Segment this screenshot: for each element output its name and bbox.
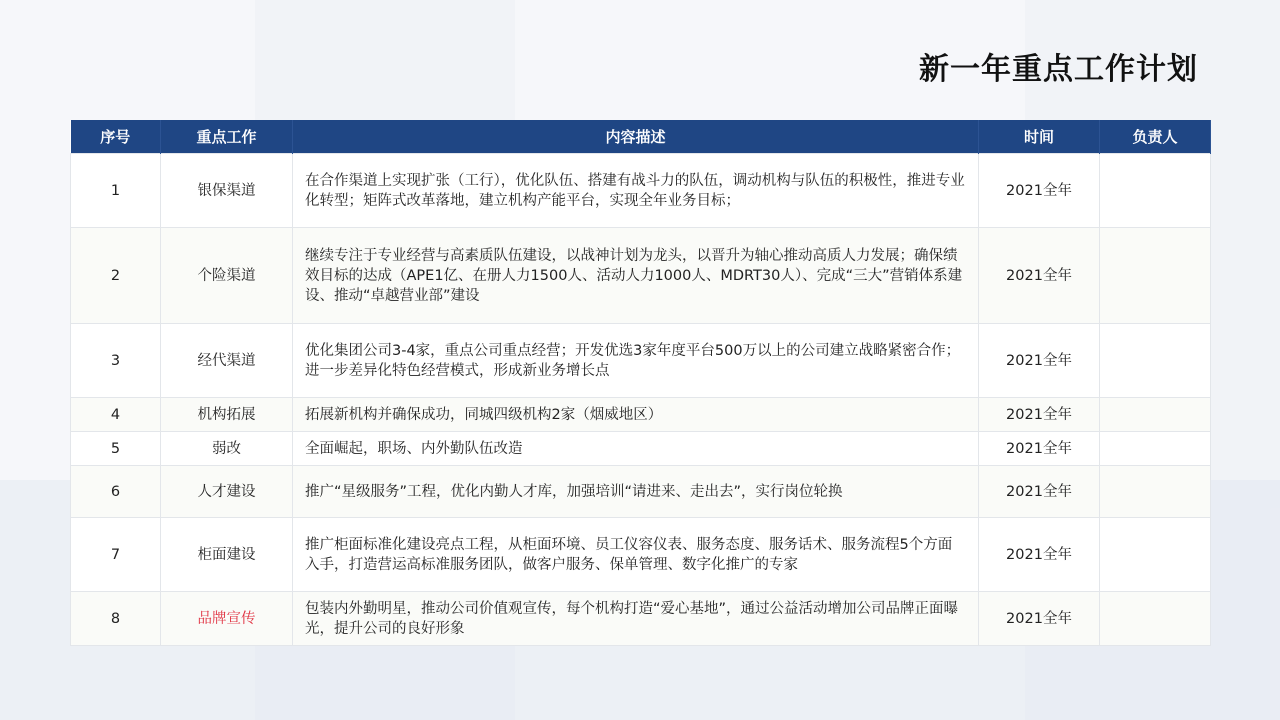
cell-time: 2021全年: [979, 466, 1100, 518]
cell-no: 4: [71, 398, 161, 432]
header-work: 重点工作: [161, 120, 293, 154]
cell-desc: 推广柜面标准化建设亮点工程，从柜面环境、员工仪容仪表、服务态度、服务话术、服务流程5个方面入手，打造营运高标准服务团队，做客户服务、保单管理、数字化推广的专家: [293, 518, 979, 592]
header-owner: 负责人: [1100, 120, 1211, 154]
cell-work: 银保渠道: [161, 154, 293, 228]
table-row: [71, 154, 1211, 228]
cell-owner: [1100, 324, 1211, 398]
table-row: [71, 432, 1211, 466]
cell-desc: 继续专注于专业经营与高素质队伍建设，以战神计划为龙头，以晋升为轴心推动高质人力发展；确保绩效目标的达成（APE1亿、在册人力1500人、活动人力1000人、MDRT30人）、完成“三大”营销体系建设、推动“卓越营业部”建设: [293, 228, 979, 324]
table-row: [71, 592, 1211, 646]
cell-time: 2021全年: [979, 154, 1100, 228]
cell-owner: [1100, 518, 1211, 592]
cell-desc: 推广“星级服务”工程，优化内勤人才库，加强培训“请进来、走出去”，实行岗位轮换: [293, 466, 979, 518]
header-desc: 内容描述: [293, 120, 979, 154]
cell-owner: [1100, 592, 1211, 646]
cell-time: 2021全年: [979, 228, 1100, 324]
cell-no: 2: [71, 228, 161, 324]
table-row: [71, 324, 1211, 398]
cell-owner: [1100, 228, 1211, 324]
cell-desc: 拓展新机构并确保成功，同城四级机构2家（烟威地区）: [293, 398, 979, 432]
cell-time: 2021全年: [979, 324, 1100, 398]
cell-no: 3: [71, 324, 161, 398]
cell-time: 2021全年: [979, 518, 1100, 592]
header-no: 序号: [71, 120, 161, 154]
cell-owner: [1100, 432, 1211, 466]
cell-desc: 包装内外勤明星，推动公司价值观宣传，每个机构打造“爱心基地”，通过公益活动增加公司品牌正面曝光，提升公司的良好形象: [293, 592, 979, 646]
cell-work: 人才建设: [161, 466, 293, 518]
cell-work: 个险渠道: [161, 228, 293, 324]
cell-work: 品牌宣传: [161, 592, 293, 646]
cell-no: 6: [71, 466, 161, 518]
cell-no: 7: [71, 518, 161, 592]
table-row: [71, 228, 1211, 324]
cell-owner: [1100, 398, 1211, 432]
cell-work: 机构拓展: [161, 398, 293, 432]
page-title: 新一年重点工作计划: [919, 52, 1198, 87]
cell-time: 2021全年: [979, 398, 1100, 432]
cell-desc: 全面崛起，职场、内外勤队伍改造: [293, 432, 979, 466]
cell-no: 8: [71, 592, 161, 646]
table-row: [71, 466, 1211, 518]
table-row: [71, 518, 1211, 592]
cell-owner: [1100, 154, 1211, 228]
cell-work: 弱改: [161, 432, 293, 466]
header-time: 时间: [979, 120, 1100, 154]
cell-time: 2021全年: [979, 432, 1100, 466]
cell-no: 5: [71, 432, 161, 466]
cell-work: 柜面建设: [161, 518, 293, 592]
work-plan-table: [70, 120, 1211, 646]
table-row: [71, 398, 1211, 432]
cell-desc: 在合作渠道上实现扩张（工行），优化队伍、搭建有战斗力的队伍，调动机构与队伍的积极性，推进专业化转型；矩阵式改革落地，建立机构产能平台，实现全年业务目标；: [293, 154, 979, 228]
cell-time: 2021全年: [979, 592, 1100, 646]
cell-desc: 优化集团公司3-4家，重点公司重点经营；开发优选3家年度平台500万以上的公司建立战略紧密合作；进一步差异化特色经营模式，形成新业务增长点: [293, 324, 979, 398]
table-header-row: [71, 120, 1211, 154]
cell-no: 1: [71, 154, 161, 228]
cell-owner: [1100, 466, 1211, 518]
cell-work: 经代渠道: [161, 324, 293, 398]
